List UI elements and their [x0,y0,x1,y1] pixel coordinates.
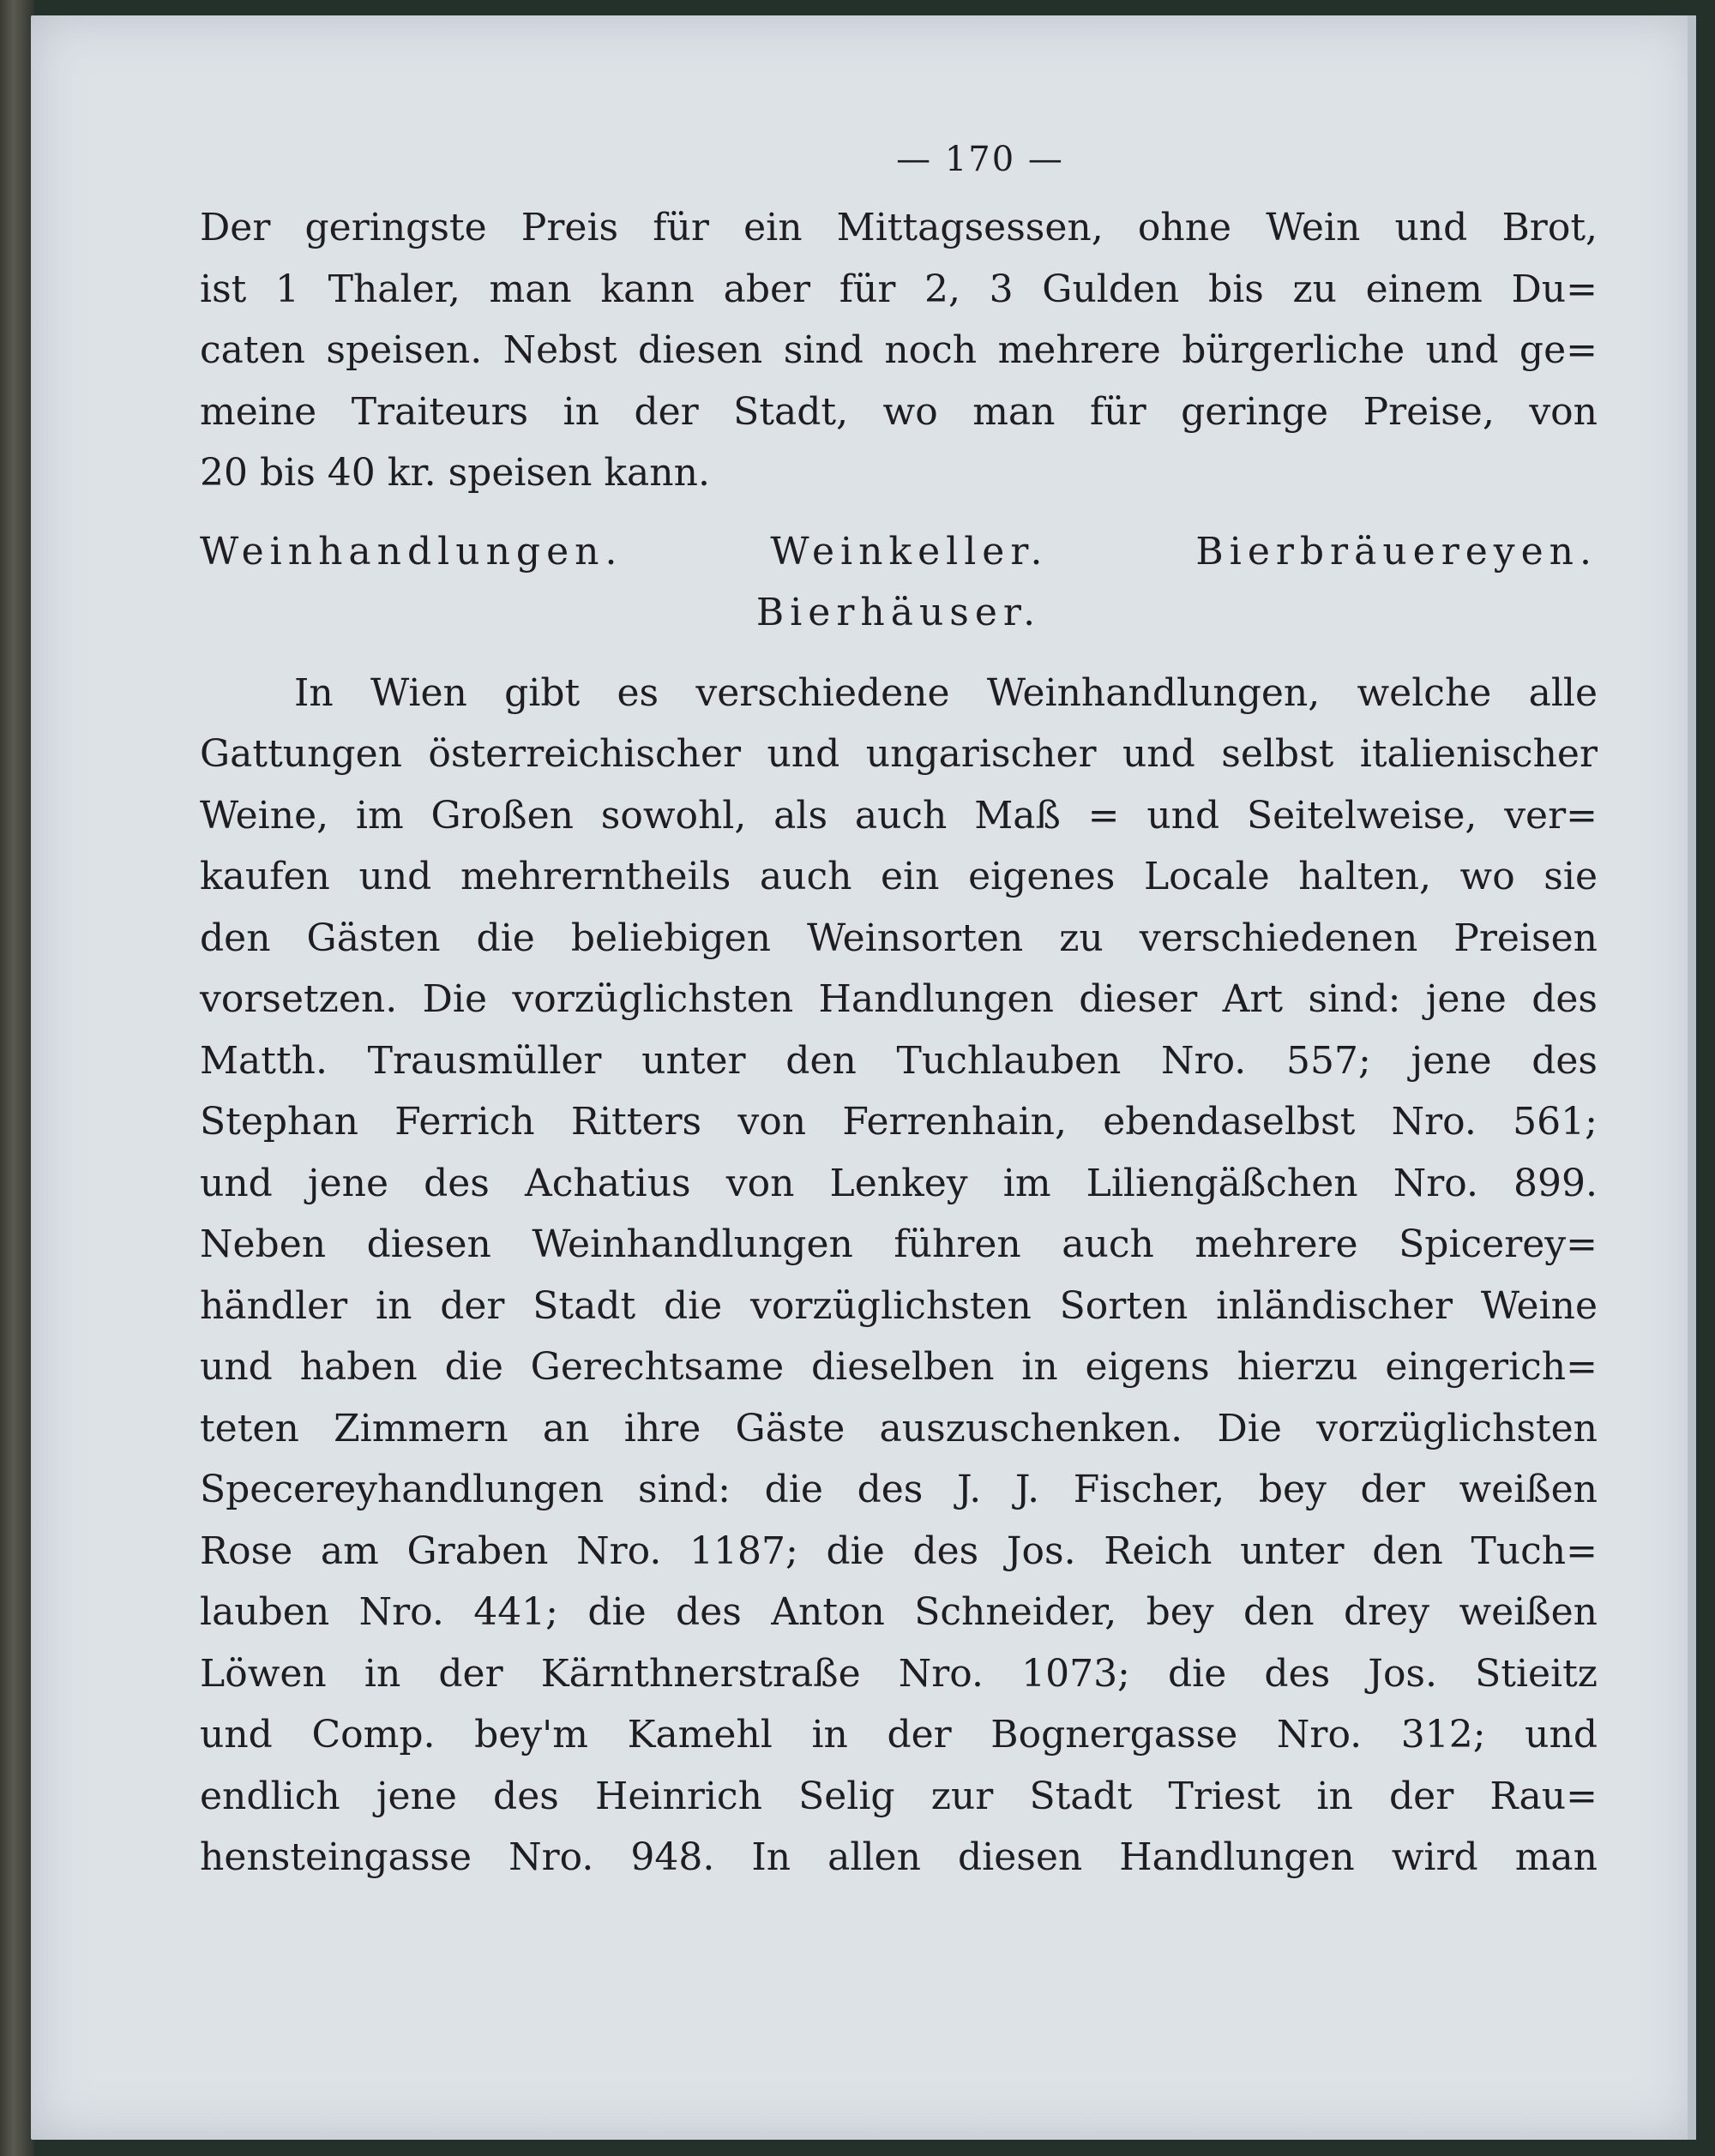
text-line: Gattungen österreichischer und ungarischer und selbst italienischer [200,732,1598,776]
text-line: Specereyhandlungen sind: die des J. J. Fischer, bey der weißen [200,1468,1598,1511]
text-line: teten Zimmern an ihre Gäste auszuschenken. Die vorzüglichsten [200,1406,1598,1450]
section-heading [200,521,1598,644]
text-line: hensteingasse Nro. 948. In allen diesen Handlungen wird man [200,1835,1598,1879]
text-line: Matth. Trausmüller unter den Tuchlauben Nro. 557; jene des [200,1038,1598,1083]
text-line: vorsetzen. Die vorzüglichsten Handlungen dieser Art sind: jene des [200,977,1598,1021]
text-line: den Gästen die beliebigen Weinsorten zu verschiedenen Preisen [200,916,1598,960]
paragraph-2 [200,663,1598,1889]
text-line: und Comp. bey'm Kamehl in der Bognergasse Nro. 312; und [200,1713,1598,1757]
text-line: Löwen in der Kärnthnerstraße Nro. 1073; die des Jos. Stieitz [200,1651,1598,1696]
page-edge [1688,15,1696,2140]
text-line: endlich jene des Heinrich Selig zur Stadt Triest in der Rau= [200,1774,1598,1818]
text-line: Weine, im Großen sowohl, als auch Maß = und Seitelweise, ver= [200,793,1598,838]
heading-line: Weinhandlungen. Weinkeller. Bierbräuereyen. [200,529,1598,574]
text-line: ist 1 Thaler, man kann aber für 2, 3 Gulden bis zu einem Du= [200,267,1598,311]
text-line: und jene des Achatius von Lenkey im Liliengäßchen Nro. 899. [200,1161,1598,1205]
text-line: Rose am Graben Nro. 1187; die des Jos. Reich unter den Tuch= [200,1528,1598,1573]
paragraph-1 [200,197,1598,504]
text-line: Der geringste Preis für ein Mittagsessen, ohne Wein und Brot, [200,206,1598,249]
text-line: kaufen und mehrerntheils auch ein eigenes Locale halten, wo sie [200,855,1598,898]
text-line: lauben Nro. 441; die des Anton Schneider, bey den drey weißen [200,1590,1598,1634]
text-line: meine Traiteurs in der Stadt, wo man für geringe Preise, von [200,389,1598,434]
text-line: händler in der Stadt die vorzüglichsten Sorten inländischer Weine [200,1283,1598,1328]
text-line: und haben die Gerechtsame dieselben in eigens hierzu eingerich= [200,1345,1598,1389]
book-spine [0,0,34,2156]
text-line: In Wien gibt es verschiedene Weinhandlungen, welche alle [294,670,1598,715]
heading-line: Bierhäuser. [755,591,1042,634]
page-text [200,137,1598,1889]
text-line: caten speisen. Nebst diesen sind noch mehrere bürgerliche und ge= [200,328,1598,372]
text-line: Neben diesen Weinhandlungen führen auch mehrere Spicerey= [200,1222,1598,1266]
text-line: 20 bis 40 kr. speisen kann. [200,451,710,495]
text-line: Stephan Ferrich Ritters von Ferrenhain, ebendaselbst Nro. 561; [200,1100,1598,1144]
page-number: — 170 — [896,140,1064,179]
